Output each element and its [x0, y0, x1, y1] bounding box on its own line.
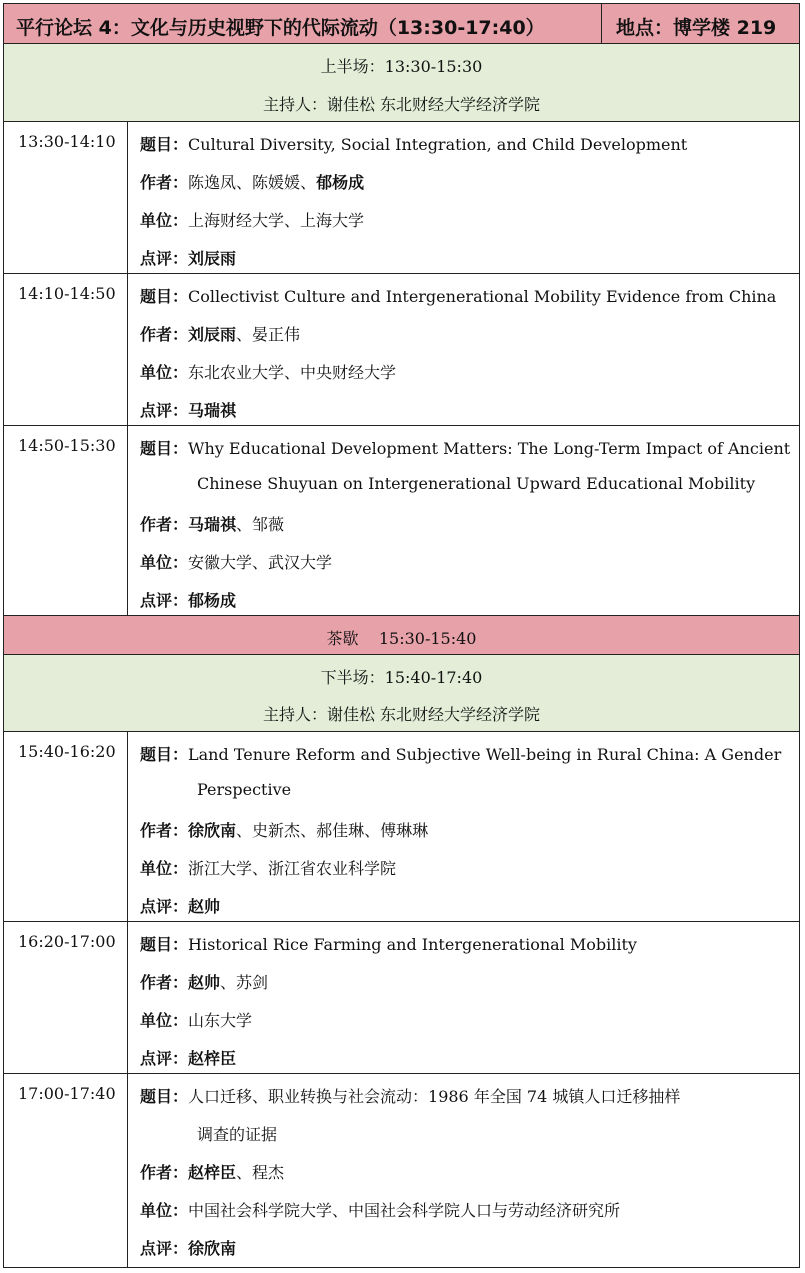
authors-label: 作者：: [140, 173, 189, 192]
time-cell: [4, 922, 128, 1073]
topic-label: 题目：: [140, 135, 189, 154]
discussant-line: [140, 246, 236, 269]
time-slot: 17:00-17:40: [18, 1084, 116, 1103]
presenting-author: 刘辰雨: [188, 325, 237, 344]
topic-line-continued: Chinese Shuyuan on Intergenerational Upward Educational Mobility: [197, 474, 756, 493]
author-separator: 、: [236, 1163, 253, 1182]
topic-label: 题目：: [140, 439, 189, 458]
unit-text: 东北农业大学、中央财经大学: [188, 363, 397, 382]
paper-row: [3, 1074, 800, 1268]
author-separator: 、: [236, 821, 253, 840]
topic-line-continued: Perspective: [197, 780, 292, 799]
author: 陈逸凤: [188, 173, 237, 192]
author: 邹薇: [252, 515, 285, 534]
unit-label: 单位：: [140, 859, 189, 878]
authors-line: [140, 1160, 284, 1183]
discussant-label: 点评：: [140, 1239, 189, 1258]
presenting-author: 徐欣南: [188, 821, 237, 840]
authors-label: 作者：: [140, 1163, 189, 1182]
tea-break-row: [3, 616, 800, 655]
author-separator: 、: [364, 821, 381, 840]
paper-row: [3, 732, 800, 922]
unit-label: 单位：: [140, 1201, 189, 1220]
discussant-name: 赵梓臣: [188, 1049, 237, 1068]
topic-line: [140, 932, 637, 955]
discussant-name: 徐欣南: [188, 1239, 237, 1258]
topic-text: Collectivist Culture and Intergenerational Mobility Evidence from China: [188, 287, 777, 306]
author-separator: 、: [300, 821, 317, 840]
presenting-author: 赵梓臣: [188, 1163, 237, 1182]
paper-row: [3, 122, 800, 274]
time-slot: 14:10-14:50: [18, 284, 116, 303]
unit-line: [140, 550, 332, 573]
topic-label: 题目：: [140, 287, 189, 306]
presenting-author: 赵帅: [188, 973, 221, 992]
unit-line: [140, 1198, 620, 1221]
session-first-half: [3, 44, 800, 122]
author: 郝佳琳: [316, 821, 365, 840]
topic-label: 题目：: [140, 1087, 189, 1106]
time-slot: 14:50-15:30: [18, 436, 116, 455]
session-title: 下半场：15:40-17:40: [320, 668, 483, 687]
discussant-name: 刘辰雨: [188, 249, 237, 268]
topic-text: Historical Rice Farming and Intergenerational Mobility: [188, 935, 637, 954]
paper-row: [3, 922, 800, 1074]
discussant-line: [140, 1236, 236, 1259]
authors-line: [140, 512, 284, 535]
discussant-line: [140, 398, 236, 421]
authors-line: [140, 818, 428, 841]
unit-text: 中国社会科学院大学、中国社会科学院人口与劳动经济研究所: [188, 1201, 621, 1220]
author-separator: 、: [236, 325, 253, 344]
topic-text: Land Tenure Reform and Subjective Well-being in Rural China: A Gender: [188, 745, 782, 764]
discussant-label: 点评：: [140, 249, 189, 268]
discussant-label: 点评：: [140, 897, 189, 916]
unit-label: 单位：: [140, 553, 189, 572]
unit-line: [140, 1008, 252, 1031]
topic-label: 题目：: [140, 745, 189, 764]
tea-break-text: 茶歇 15:30-15:40: [326, 629, 477, 648]
author: 晏正伟: [252, 325, 301, 344]
topic-line: [140, 284, 776, 307]
discussant-line: [140, 588, 236, 611]
author: 史新杰: [252, 821, 301, 840]
time-cell: [4, 1074, 128, 1267]
unit-line: [140, 856, 396, 879]
author-separator: 、: [220, 973, 237, 992]
session-host: 主持人：谢佳松 东北财经大学经济学院: [262, 95, 541, 114]
presenting-author: 郁杨成: [316, 173, 365, 192]
unit-text: 上海财经大学、上海大学: [188, 211, 365, 230]
unit-line: [140, 208, 364, 231]
author: 程杰: [252, 1163, 285, 1182]
authors-line: [140, 322, 300, 345]
topic-text: 人口迁移、职业转换与社会流动：1986 年全国 74 城镇人口迁移抽样: [188, 1087, 681, 1106]
discussant-label: 点评：: [140, 1049, 189, 1068]
author: 苏剑: [236, 973, 269, 992]
authors-label: 作者：: [140, 821, 189, 840]
discussant-line: [140, 894, 220, 917]
unit-line: [140, 360, 396, 383]
unit-label: 单位：: [140, 1011, 189, 1030]
topic-line-continued: 调查的证据: [197, 1125, 278, 1144]
time-slot: 16:20-17:00: [18, 932, 116, 951]
discussant-name: 马瑞祺: [188, 401, 237, 420]
author: 陈媛媛: [252, 173, 301, 192]
unit-text: 山东大学: [188, 1011, 253, 1030]
paper-row: [3, 274, 800, 426]
unit-label: 单位：: [140, 363, 189, 382]
topic-text: Why Educational Development Matters: The Long-Term Impact of Ancient: [188, 439, 791, 458]
header-divider: [601, 4, 602, 44]
time-slot: 13:30-14:10: [18, 132, 116, 151]
unit-text: 安徽大学、武汉大学: [188, 553, 333, 572]
topic-text: Cultural Diversity, Social Integration, and Child Development: [188, 135, 688, 154]
session-second-half: [3, 655, 800, 732]
author: 傅琳琳: [380, 821, 429, 840]
unit-text: 浙江大学、浙江省农业科学院: [188, 859, 397, 878]
discussant-name: 赵帅: [188, 897, 221, 916]
topic-line: [140, 132, 687, 155]
author-separator: 、: [236, 515, 253, 534]
time-cell: [4, 122, 128, 273]
topic-line: [140, 742, 781, 765]
authors-label: 作者：: [140, 325, 189, 344]
session-host: 主持人：谢佳松 东北财经大学经济学院: [262, 705, 541, 724]
presenting-author: 马瑞祺: [188, 515, 237, 534]
discussant-line: [140, 1046, 236, 1069]
topic-line: [140, 436, 790, 459]
paper-row: [3, 426, 800, 616]
authors-line: [140, 970, 268, 993]
time-cell: [4, 274, 128, 425]
topic-line: [140, 1084, 680, 1107]
authors-line: [140, 170, 364, 193]
authors-label: 作者：: [140, 973, 189, 992]
discussant-label: 点评：: [140, 591, 189, 610]
discussant-name: 郁杨成: [188, 591, 237, 610]
authors-label: 作者：: [140, 515, 189, 534]
author-separator: 、: [236, 173, 253, 192]
author-separator: 、: [300, 173, 317, 192]
time-slot: 15:40-16:20: [18, 742, 116, 761]
topic-label: 题目：: [140, 935, 189, 954]
discussant-label: 点评：: [140, 401, 189, 420]
time-cell: [4, 732, 128, 921]
forum-location: 地点：博学楼 219: [616, 17, 777, 39]
session-title: 上半场：13:30-15:30: [320, 57, 483, 76]
unit-label: 单位：: [140, 211, 189, 230]
forum-header: [3, 3, 800, 44]
time-cell: [4, 426, 128, 615]
forum-title: 平行论坛 4：文化与历史视野下的代际流动（13:30-17:40）: [16, 17, 545, 39]
